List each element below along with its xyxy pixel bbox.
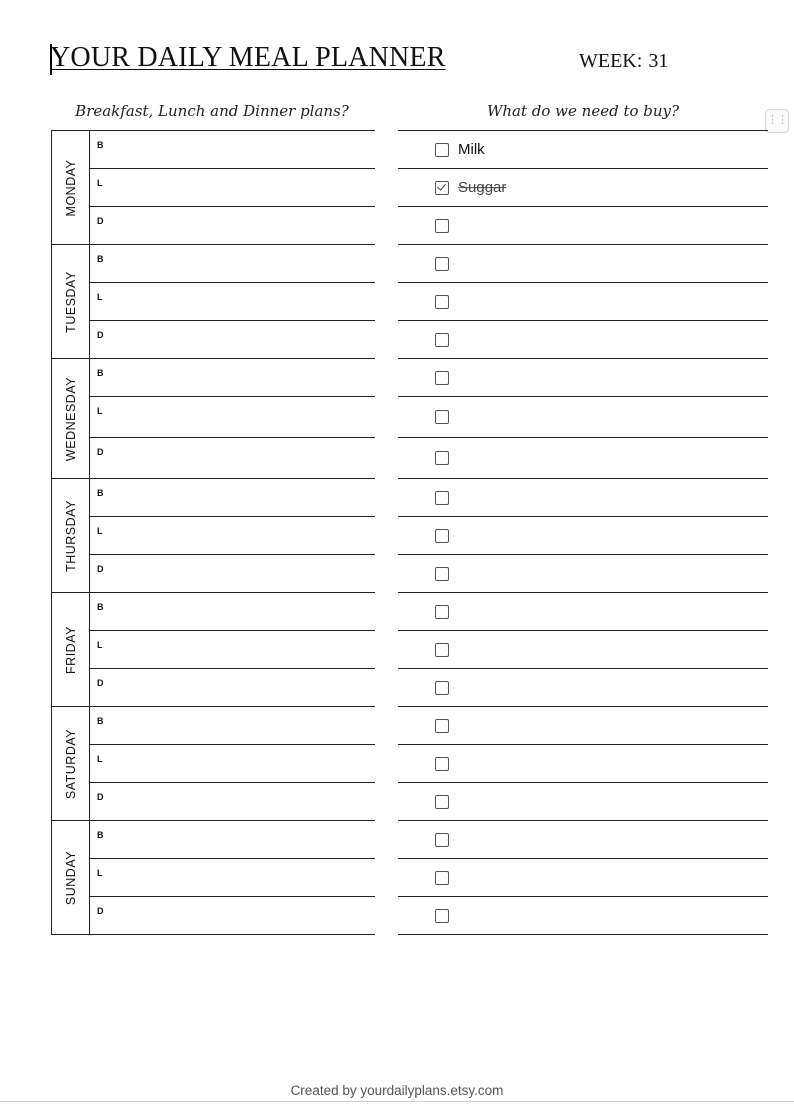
shopping-item-row[interactable] xyxy=(398,245,768,283)
page-bottom-divider xyxy=(0,1101,794,1102)
shopping-item-row[interactable] xyxy=(398,283,768,321)
shopping-item-row[interactable] xyxy=(398,207,768,245)
day-thursday xyxy=(52,479,375,593)
checkbox-icon[interactable] xyxy=(435,833,449,847)
meal-slot-wednesday-dinner[interactable] xyxy=(90,438,375,478)
meal-slot-thursday-breakfast[interactable] xyxy=(90,479,375,517)
slot-letter: D xyxy=(97,564,104,574)
day-monday xyxy=(52,131,375,245)
meal-slot-thursday-lunch[interactable] xyxy=(90,517,375,555)
meal-slot-tuesday-breakfast[interactable] xyxy=(90,245,375,283)
slot-letter: D xyxy=(97,906,104,916)
shopping-item-row[interactable] xyxy=(398,897,768,935)
meal-slot-friday-lunch[interactable] xyxy=(90,631,375,669)
checked-checkbox-icon[interactable] xyxy=(435,181,449,195)
week-number[interactable]: 31 xyxy=(648,50,669,72)
meal-slot-sunday-lunch[interactable] xyxy=(90,859,375,897)
checkbox-icon[interactable] xyxy=(435,219,449,233)
day-label-sunday: SUNDAY xyxy=(63,850,78,905)
meal-plan-heading: Breakfast, Lunch and Dinner plans? xyxy=(75,102,349,120)
slot-letter: L xyxy=(97,292,103,302)
checkbox-icon[interactable] xyxy=(435,143,449,157)
day-saturday xyxy=(52,707,375,821)
meal-slot-wednesday-lunch[interactable] xyxy=(90,397,375,438)
day-label-thursday: THURSDAY xyxy=(63,499,78,572)
day-wednesday xyxy=(52,359,375,479)
week-label: WEEK: xyxy=(579,50,643,72)
slot-letter: L xyxy=(97,754,103,764)
drag-handle-icon[interactable]: ⋮⋮ xyxy=(765,109,789,133)
meal-slot-tuesday-dinner[interactable] xyxy=(90,321,375,358)
page-title[interactable]: YOUR DAILY MEAL PLANNER xyxy=(50,42,446,73)
day-label-tuesday: TUESDAY xyxy=(63,270,78,333)
shopping-item-row[interactable] xyxy=(398,517,768,555)
shopping-item-text[interactable]: Milk xyxy=(458,140,485,158)
slot-letter: B xyxy=(97,830,104,840)
shopping-item-row[interactable] xyxy=(398,707,768,745)
shopping-item-row[interactable] xyxy=(398,745,768,783)
shopping-item-row[interactable] xyxy=(398,859,768,897)
slot-letter: L xyxy=(97,178,103,188)
checkbox-icon[interactable] xyxy=(435,257,449,271)
day-label-saturday: SATURDAY xyxy=(63,728,78,799)
slot-letter: D xyxy=(97,216,104,226)
meal-slot-thursday-dinner[interactable] xyxy=(90,555,375,592)
shopping-list xyxy=(398,130,768,935)
checkbox-icon[interactable] xyxy=(435,295,449,309)
slot-letter: B xyxy=(97,368,104,378)
meal-slot-friday-breakfast[interactable] xyxy=(90,593,375,631)
slot-letter: D xyxy=(97,792,104,802)
slot-letter: L xyxy=(97,406,103,416)
meal-slot-tuesday-lunch[interactable] xyxy=(90,283,375,321)
day-label-wednesday: WEDNESDAY xyxy=(63,376,78,461)
checkbox-icon[interactable] xyxy=(435,757,449,771)
shopping-item-row[interactable] xyxy=(398,169,768,207)
meal-slot-saturday-lunch[interactable] xyxy=(90,745,375,783)
shopping-item-row[interactable] xyxy=(398,593,768,631)
shopping-item-row[interactable] xyxy=(398,359,768,397)
shopping-item-row[interactable] xyxy=(398,783,768,821)
checkbox-icon[interactable] xyxy=(435,371,449,385)
checkbox-icon[interactable] xyxy=(435,451,449,465)
shopping-list-heading: What do we need to buy? xyxy=(486,102,680,120)
shopping-item-row[interactable] xyxy=(398,479,768,517)
shopping-item-row[interactable] xyxy=(398,131,768,169)
meal-slot-monday-breakfast[interactable] xyxy=(90,131,375,169)
checkbox-icon[interactable] xyxy=(435,333,449,347)
slot-letter: L xyxy=(97,640,103,650)
slot-letter: B xyxy=(97,602,104,612)
checkbox-icon[interactable] xyxy=(435,719,449,733)
shopping-item-row[interactable] xyxy=(398,631,768,669)
day-tuesday xyxy=(52,245,375,359)
shopping-item-row[interactable] xyxy=(398,555,768,593)
meal-plan-grid xyxy=(51,130,375,935)
shopping-item-text[interactable]: Suggar xyxy=(458,178,507,196)
shopping-item-row[interactable] xyxy=(398,821,768,859)
checkbox-icon[interactable] xyxy=(435,643,449,657)
meal-slot-friday-dinner[interactable] xyxy=(90,669,375,706)
meal-slot-saturday-dinner[interactable] xyxy=(90,783,375,820)
slot-letter: L xyxy=(97,526,103,536)
meal-slot-wednesday-breakfast[interactable] xyxy=(90,359,375,397)
meal-slot-monday-lunch[interactable] xyxy=(90,169,375,207)
slot-letter: D xyxy=(97,447,104,457)
day-friday xyxy=(52,593,375,707)
slot-letter: L xyxy=(97,868,103,878)
meal-slot-sunday-dinner[interactable] xyxy=(90,897,375,934)
meal-slot-monday-dinner[interactable] xyxy=(90,207,375,244)
day-sunday xyxy=(52,821,375,935)
slot-letter: D xyxy=(97,678,104,688)
checkbox-icon[interactable] xyxy=(435,529,449,543)
checkbox-icon[interactable] xyxy=(435,567,449,581)
shopping-item-row[interactable] xyxy=(398,669,768,707)
shopping-item-row[interactable] xyxy=(398,321,768,359)
day-label-friday: FRIDAY xyxy=(63,625,78,674)
checkbox-icon[interactable] xyxy=(435,681,449,695)
day-label-monday: MONDAY xyxy=(63,159,78,216)
checkbox-icon[interactable] xyxy=(435,605,449,619)
slot-letter: D xyxy=(97,330,104,340)
slot-letter: B xyxy=(97,254,104,264)
slot-letter: B xyxy=(97,716,104,726)
slot-letter: B xyxy=(97,488,104,498)
checkbox-icon[interactable] xyxy=(435,871,449,885)
checkbox-icon[interactable] xyxy=(435,795,449,809)
meal-slot-saturday-breakfast[interactable] xyxy=(90,707,375,745)
shopping-item-row[interactable] xyxy=(398,438,768,479)
meal-slot-sunday-breakfast[interactable] xyxy=(90,821,375,859)
checkbox-icon[interactable] xyxy=(435,491,449,505)
week-indicator[interactable] xyxy=(579,50,668,73)
checkbox-icon[interactable] xyxy=(435,909,449,923)
shopping-item-row[interactable] xyxy=(398,397,768,438)
slot-letter: B xyxy=(97,140,104,150)
footer-credit: Created by yourdailyplans.etsy.com xyxy=(290,1083,504,1098)
checkbox-icon[interactable] xyxy=(435,410,449,424)
